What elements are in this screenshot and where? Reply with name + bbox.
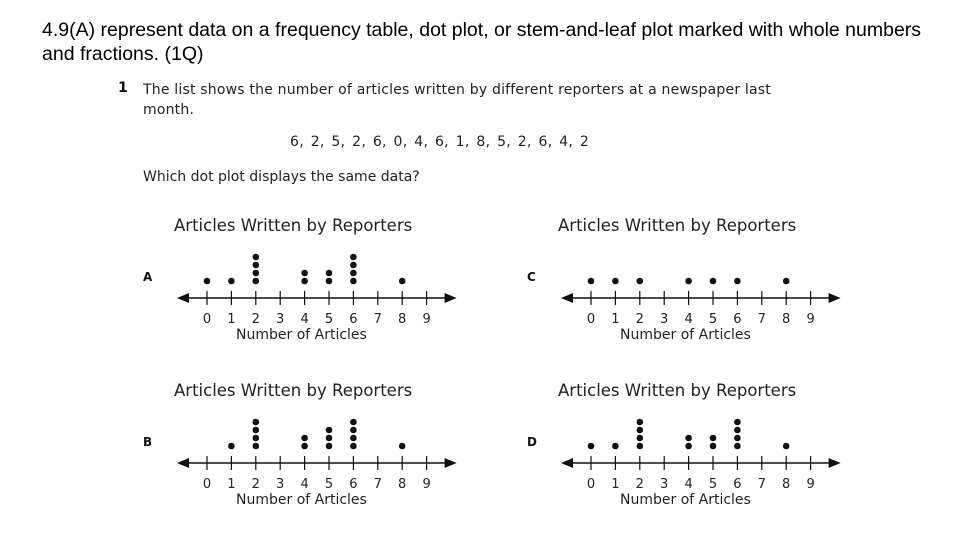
dot-plot xyxy=(524,210,854,327)
dot-plot xyxy=(140,375,470,492)
data-dot xyxy=(685,443,692,450)
data-dot xyxy=(326,443,333,450)
right-arrow-icon xyxy=(829,458,841,468)
tick-label: 8 xyxy=(782,477,791,492)
data-dot xyxy=(734,419,741,426)
data-dot xyxy=(612,443,619,450)
data-dot xyxy=(350,262,357,269)
data-dot xyxy=(253,427,260,434)
data-dot xyxy=(253,435,260,442)
question-prompt: Which dot plot displays the same data? xyxy=(143,169,420,185)
data-dot xyxy=(685,278,692,285)
data-dot xyxy=(783,278,790,285)
tick-label: 9 xyxy=(422,477,431,492)
tick-label: 2 xyxy=(251,312,260,327)
tick-label: 7 xyxy=(373,477,382,492)
data-dot xyxy=(204,278,211,285)
data-dot xyxy=(326,435,333,442)
question-number: 1 xyxy=(118,80,128,96)
right-arrow-icon xyxy=(829,293,841,303)
data-dot xyxy=(253,270,260,277)
tick-label: 4 xyxy=(300,477,309,492)
tick-label: 0 xyxy=(586,477,596,492)
data-dot xyxy=(637,435,644,442)
data-dot xyxy=(734,435,741,442)
data-dot xyxy=(734,278,741,285)
data-dot xyxy=(783,443,790,450)
tick-label: 8 xyxy=(398,312,407,327)
right-arrow-icon xyxy=(445,458,457,468)
tick-label: 5 xyxy=(324,312,334,327)
tick-label: 6 xyxy=(733,477,742,492)
tick-label: 2 xyxy=(635,312,644,327)
plot-title: Articles Written by Reporters xyxy=(174,216,413,235)
dot-plot xyxy=(140,210,470,327)
data-dot xyxy=(326,278,333,285)
option-letter: D xyxy=(527,435,537,449)
data-dot xyxy=(301,278,308,285)
tick-label: 7 xyxy=(373,312,382,327)
tick-label: 4 xyxy=(684,312,693,327)
data-dot xyxy=(350,254,357,261)
data-dot xyxy=(253,419,260,426)
data-dot xyxy=(350,270,357,277)
data-dot xyxy=(685,435,692,442)
option-letter: A xyxy=(143,270,153,284)
option-c[interactable] xyxy=(524,210,854,350)
x-axis-label: Number of Articles xyxy=(620,327,751,343)
x-axis-label: Number of Articles xyxy=(236,492,367,508)
data-dot xyxy=(734,427,741,434)
tick-label: 1 xyxy=(611,312,620,327)
data-dot xyxy=(228,443,235,450)
tick-label: 4 xyxy=(300,312,309,327)
tick-label: 7 xyxy=(757,312,766,327)
tick-label: 6 xyxy=(349,477,358,492)
option-letter: B xyxy=(143,435,153,449)
data-dot xyxy=(637,427,644,434)
data-dot xyxy=(253,254,260,261)
x-axis-label: Number of Articles xyxy=(236,327,367,343)
data-dot xyxy=(253,443,260,450)
tick-label: 0 xyxy=(202,477,212,492)
question-text: The list shows the number of articles written by different reporters at a newspaper last month. xyxy=(143,82,771,118)
plot-title: Articles Written by Reporters xyxy=(174,381,413,400)
tick-label: 5 xyxy=(324,477,334,492)
data-dot xyxy=(253,278,260,285)
left-arrow-icon xyxy=(177,293,189,303)
data-dot xyxy=(399,278,406,285)
data-dot xyxy=(710,278,717,285)
tick-label: 3 xyxy=(276,477,285,492)
x-axis-label: Number of Articles xyxy=(620,492,751,508)
data-dot xyxy=(326,427,333,434)
data-dot xyxy=(301,443,308,450)
plot-title: Articles Written by Reporters xyxy=(558,216,797,235)
data-dot xyxy=(228,278,235,285)
tick-label: 8 xyxy=(398,477,407,492)
option-d[interactable] xyxy=(524,375,854,515)
data-dot xyxy=(637,443,644,450)
tick-label: 3 xyxy=(660,312,669,327)
option-letter: C xyxy=(527,270,536,284)
data-dot xyxy=(350,443,357,450)
data-dot xyxy=(301,270,308,277)
slide-title: 4.9(A) represent data on a frequency table, dot plot, or stem-and-leaf plot marked with whole numbers and fractions. (1Q) xyxy=(42,19,922,65)
data-dot xyxy=(612,278,619,285)
tick-label: 6 xyxy=(733,312,742,327)
left-arrow-icon xyxy=(561,293,573,303)
right-arrow-icon xyxy=(445,293,457,303)
data-dot xyxy=(399,443,406,450)
tick-label: 3 xyxy=(660,477,669,492)
data-dot xyxy=(710,443,717,450)
tick-label: 9 xyxy=(806,312,815,327)
tick-label: 2 xyxy=(251,477,260,492)
data-dot xyxy=(734,443,741,450)
data-dot xyxy=(588,278,595,285)
tick-label: 5 xyxy=(708,477,718,492)
data-dot xyxy=(588,443,595,450)
data-dot xyxy=(301,435,308,442)
tick-label: 1 xyxy=(227,312,236,327)
left-arrow-icon xyxy=(561,458,573,468)
data-dot xyxy=(710,435,717,442)
tick-label: 6 xyxy=(349,312,358,327)
tick-label: 0 xyxy=(202,312,212,327)
tick-label: 9 xyxy=(422,312,431,327)
option-b[interactable] xyxy=(140,375,470,515)
data-dot xyxy=(253,262,260,269)
tick-label: 0 xyxy=(586,312,596,327)
left-arrow-icon xyxy=(177,458,189,468)
tick-label: 5 xyxy=(708,312,718,327)
data-dot xyxy=(350,435,357,442)
data-dot xyxy=(326,270,333,277)
data-dot xyxy=(350,427,357,434)
tick-label: 3 xyxy=(276,312,285,327)
tick-label: 9 xyxy=(806,477,815,492)
data-dot xyxy=(637,278,644,285)
data-dot xyxy=(350,278,357,285)
tick-label: 4 xyxy=(684,477,693,492)
tick-label: 1 xyxy=(611,477,620,492)
tick-label: 1 xyxy=(227,477,236,492)
tick-label: 8 xyxy=(782,312,791,327)
tick-label: 7 xyxy=(757,477,766,492)
dot-plot xyxy=(524,375,854,492)
data-dot xyxy=(350,419,357,426)
option-a[interactable] xyxy=(140,210,470,350)
data-list: 6, 2, 5, 2, 6, 0, 4, 6, 1, 8, 5, 2, 6, 4, 2 xyxy=(290,134,590,150)
plot-title: Articles Written by Reporters xyxy=(558,381,797,400)
tick-label: 2 xyxy=(635,477,644,492)
data-dot xyxy=(637,419,644,426)
